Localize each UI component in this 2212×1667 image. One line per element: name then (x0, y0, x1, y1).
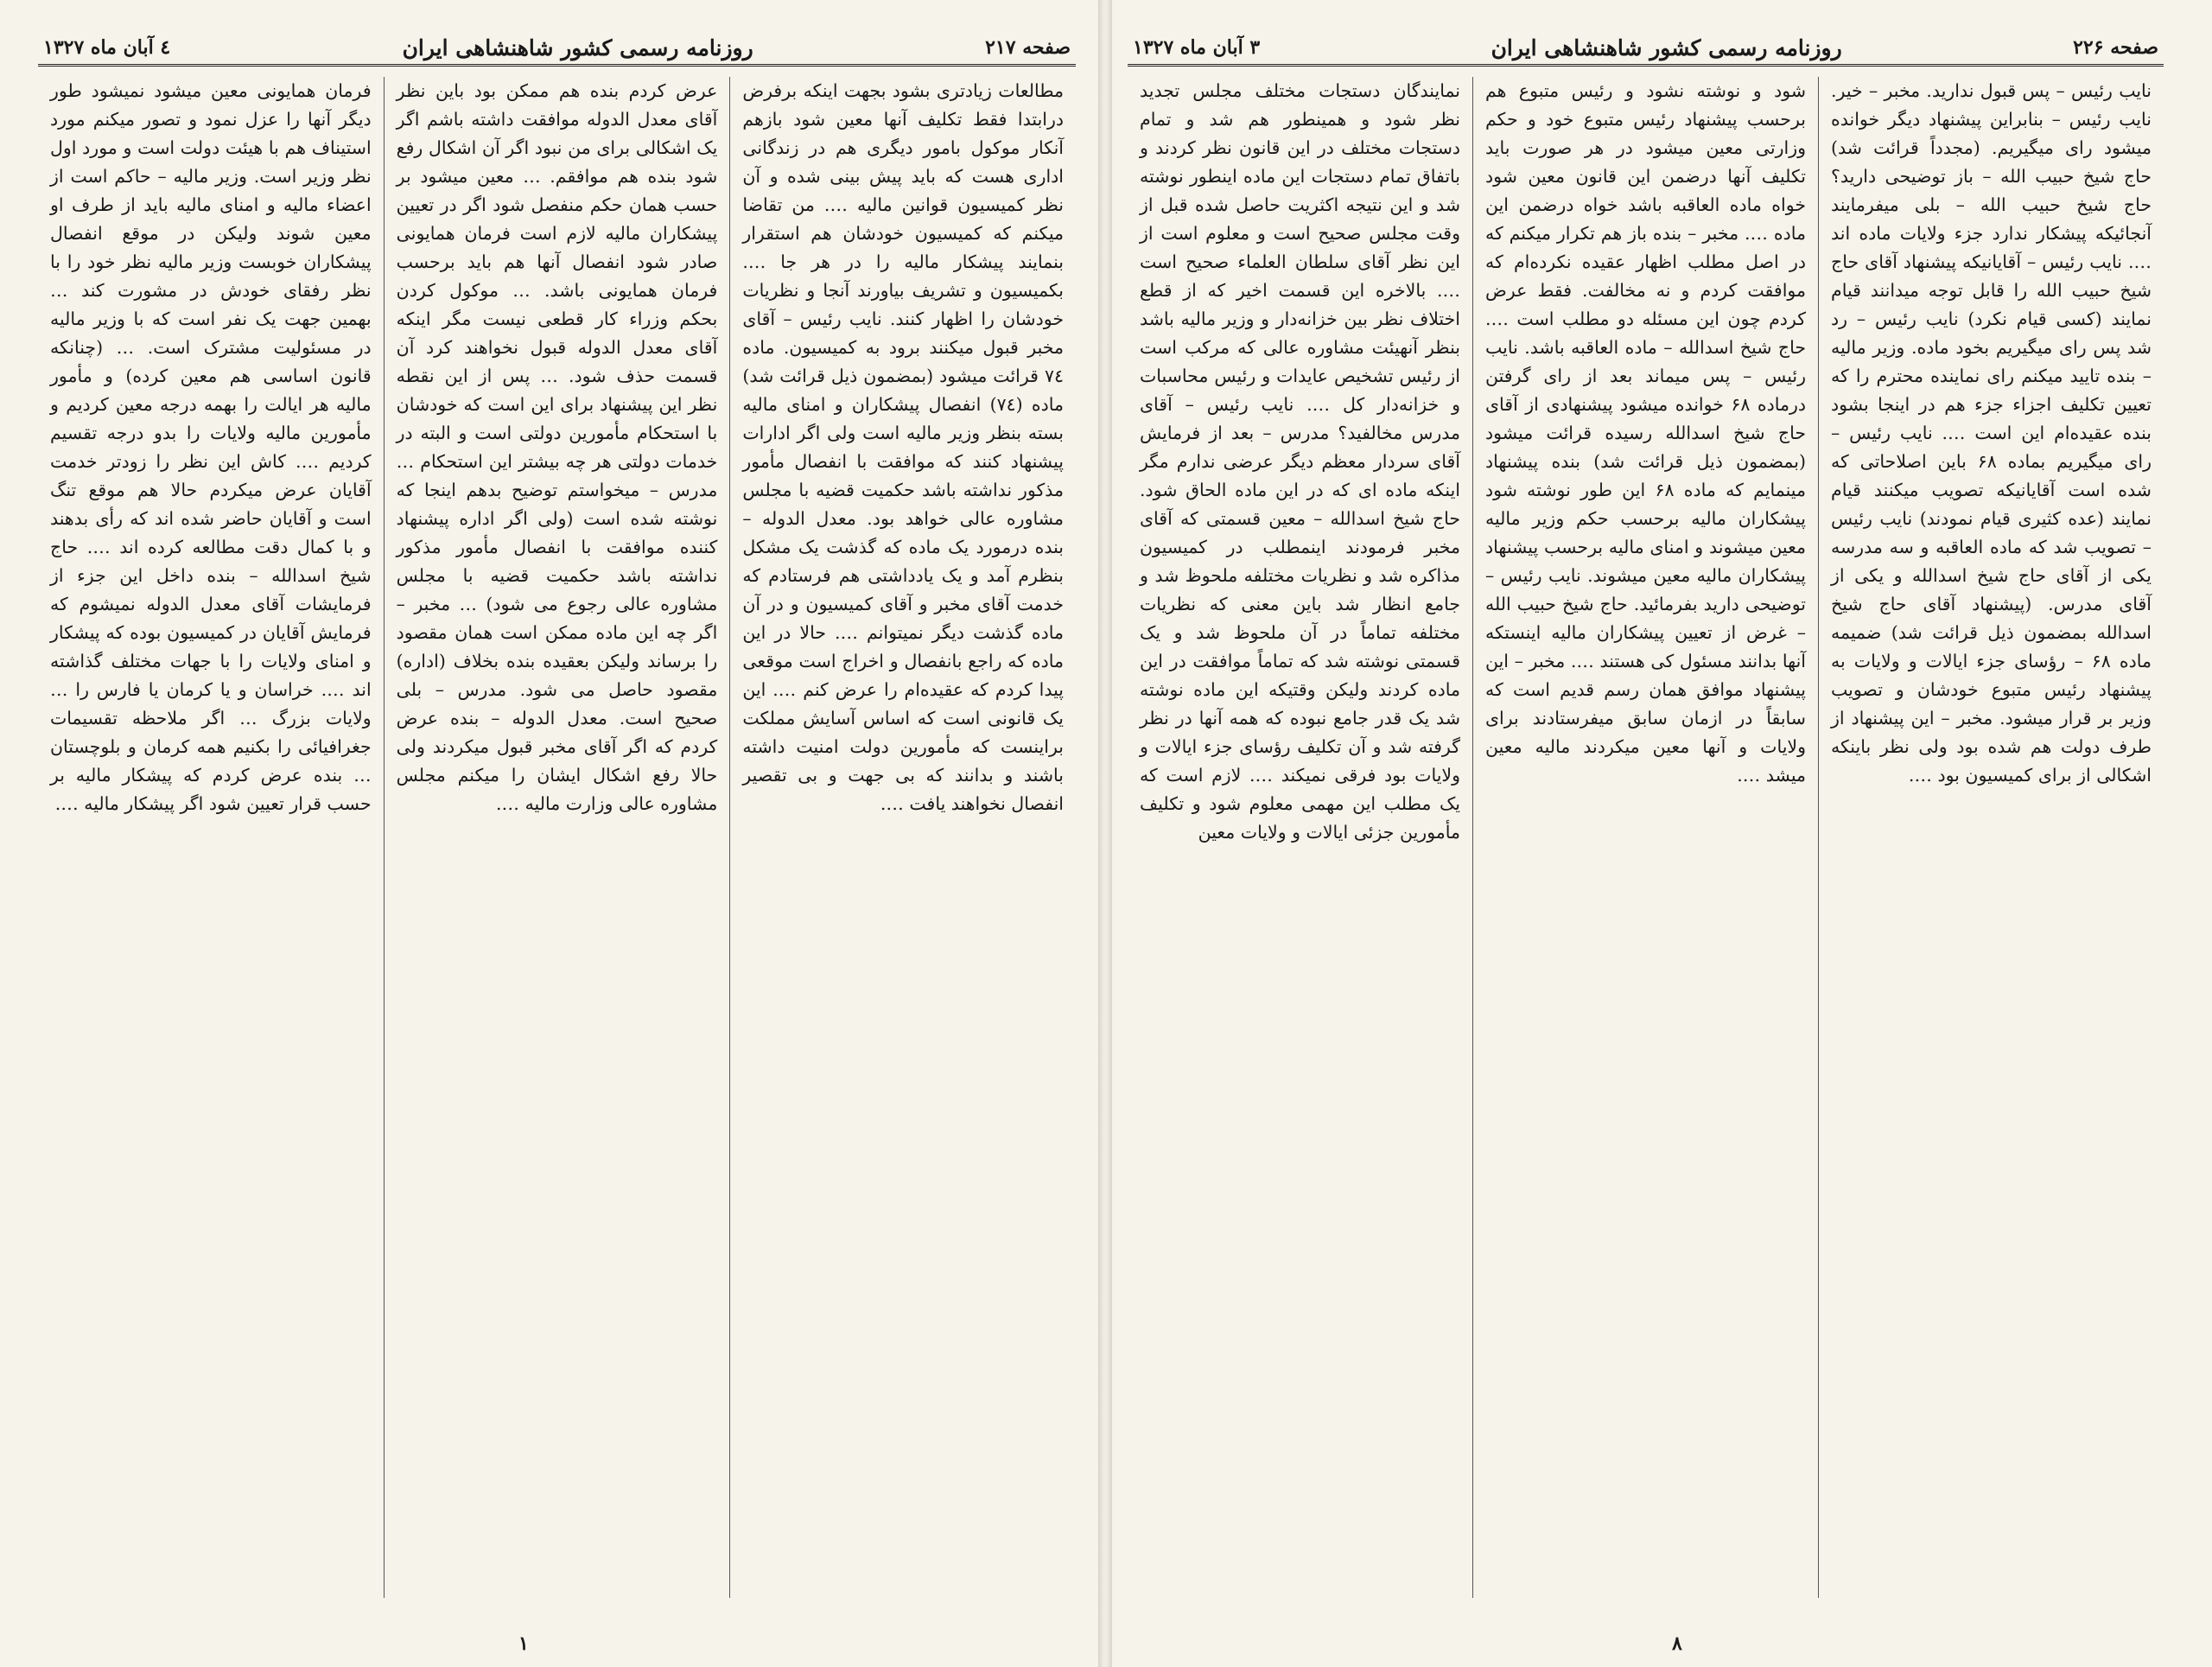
right-column-2: شود و نوشته نشود و رئیس متبوع هم برحسب پیشنهاد رئیس متبوع خود و حکم وزارتی معین میشود در هر صورت باید تکلیف آنها درضمن این قانون معین شود خواه ماده العاقبه باشد خواه درضمن این ماده …. مخبر – بنده باز هم تکرار میکنم که در اصل مطلب اظهار عقیده نکرده‌ام که موافقت کردم و نه مخالفت. فقط عرض کردم چون این مسئله دو مطلب است …. حاج شیخ اسدالله – ماده العاقبه باشد. نایب رئیس – پس میماند بعد از رای گرفتن درماده ۶۸ خوانده میشود پیشنهادی از آقای حاج شیخ اسدالله رسیده قرائت میشود (بمضمون ذیل قرائت شد) بنده پیشنهاد مینمایم که ماده ۶۸ این طور نوشته شود پیشکاران مالیه برحسب حکم وزیر مالیه معین میشوند و امنای مالیه برحسب پیشنهاد پیشکاران مالیه معین میشوند. نایب رئیس – توضیحی دارید بفرمائید. حاج شیخ حبیب الله – غرض از تعیین پیشکاران مالیه اینستکه آنها بدانند مسئول کی هستند …. مخبر – این پیشنهاد موافق همان رسم قدیم است که سابقاً در ازمان سابق میفرستادند برای ولایات و آنها معین میکردند مالیه معین میشد …. (1472, 77, 1818, 1598)
right-page-date: ۳ آبان ماه ۱۳۲۷ (1133, 36, 1261, 59)
right-column-3: نمایندگان دستجات مختلف مجلس تجدید نظر شود و همینطور هم شد و تمام دستجات مختلف در این قانون نظر کردند و باتفاق تمام دستجات این ماده اینطور نوشته شد و این نتیجه اکثریت حاصل شده قبل از وقت مجلس صحیح است و معلوم است از این نظر آقای سلطان العلماء صحیح است …. بالاخره این قسمت اخیر که از قطع اختلاف نظر بین خزانه‌دار و وزیر مالیه باشد بنظر آنهیئت مشاوره عالی که مرکب است از رئیس تشخیص عایدات و رئیس محاسبات و خزانه‌دار کل …. نایب رئیس – آقای مدرس مخالفید؟ مدرس – بعد از فرمایش آقای سردار معظم دیگر عرضی ندارم مگر اینکه ماده ای که در این ماده الحاق شود. حاج شیخ اسدالله – معین قسمتی که آقای مخبر فرمودند اینمطلب در کمیسیون مذاکره شد و نظریات مختلفه ملحوظ شد و جامع انظار شد باین معنی که نظریات مختلفه تماماً در آن ملحوظ شد و یک قسمتی نوشته شد که تماماً موافقت در این ماده کردند ولیکن وقتیکه این ماده نوشته شد یک قدر جامع نبوده که همه آنها در نظر گرفته شد و آن تکلیف رؤسای جزء ایالات و ولایات بود فرقی نمیکند …. لازم است که یک مطلب این مهمی معلوم شود و تکلیف مأمورین جزئی ایالات و ولایات معین (1140, 80, 1460, 843)
left-page-header (38, 31, 1076, 67)
left-page (0, 0, 1102, 1667)
left-column-3: فرمان همایونی معین میشود نمیشود طور دیگر آنها را عزل نمود و تصور میکنم مورد استیناف هم با هیئت دولت است و مورد اول نظر وزیر است. وزیر مالیه – حاکم است از اعضاء مالیه و امنای مالیه باید از طرف او معین شوند ولیکن در موقع انفصال پیشکاران خوبست وزیر مالیه نظر خود را با نظر رفقای خودش در مشورت کند … بهمین جهت یک نفر است که با وزیر مالیه در مسئولیت مشترک است. … (چنانکه قانون اساسی هم معین کرده) و مأمور مالیه هر ایالت را بهمه درجه معین کردیم و مأمورین مالیه ولایات را بدو درجه تقسیم کردیم …. کاش این نظر را زودتر خدمت آقایان عرض میکردم حالا هم موقع تنگ است و آقایان حاضر شده اند که رأی بدهند و با کمال دقت مطالعه کرده اند …. حاج شیخ اسدالله – بنده داخل این جزء از فرمایشات آقای معدل الدوله نمیشوم که فرمایش آقایان در کمیسیون بوده که پیشکار و امنای ولایات را با جهات مختلف گذاشته اند …. خراسان و یا کرمان یا فارس را … ولایات بزرگ … اگر ملاحظه تقسیمات جغرافیائی را بکنیم همه کرمان و بلوچستان … بنده عرض کردم که پیشکار مالیه بر حسب قرار تعیین شود اگر پیشکار مالیه …. (49, 80, 372, 814)
left-newspaper-title: روزنامه رسمی کشور شاهنشاهی ایران (402, 35, 753, 60)
right-page-number-label: صفحه ۲۲۶ (2073, 36, 2158, 59)
left-page-number-label: صفحه ۲۱۷ (985, 36, 1071, 59)
left-column-2: عرض کردم بنده هم ممکن بود باین نظر آقای معدل الدوله موافقت داشته باشم اگر یک اشکالی برای من نبود اگر آن اشکال رفع شود بنده هم موافقم. … معین میشود بر حسب همان حکم منفصل شود اگر در تعیین پیشکاران مالیه لازم است فرمان همایونی صادر شود انفصال آنها هم باید برحسب فرمان همایونی باشد. … موکول کردن بحکم وزراء کار قطعی نیست مگر اینکه آقای معدل الدوله قبول نخواهند کرد آن قسمت حذف شود. … پس از این نقطه نظر این پیشنهاد برای این است که خودشان با استحکام مأمورین دولتی است و البته در خدمات دولتی هر چه بیشتر این استحکام … مدرس – میخواستم توضیح بدهم اینجا که نوشته شده است (ولی اگر اداره پیشنهاد کننده موافقت با انفصال مأمور مذکور نداشته باشد حکمیت قضیه با مجلس مشاوره عالی رجوع می شود) … مخبر – اگر چه این ماده ممکن است همان مقصود را برساند ولیکن بعقیده بنده بخلاف (اداره) مقصود حاصل می شود. مدرس – بلی صحیح است. معدل الدوله – بنده عرض کردم که اگر آقای مخبر قبول میکردند ولی حالا رفع اشکال ایشان را میکنم مجلس مشاوره عالی وزارت مالیه …. (384, 77, 730, 1598)
right-newspaper-title: روزنامه رسمی کشور شاهنشاهی ایران (1491, 35, 1842, 60)
left-page-columns (38, 77, 1076, 1598)
left-footer-number: ۱ (518, 1632, 529, 1655)
right-page-columns (1128, 77, 2164, 1598)
right-footer-number: ۸ (1672, 1632, 1682, 1655)
book-gutter (1098, 0, 1112, 1667)
right-column-1: نایب رئیس – پس قبول ندارید. مخبر – خیر. نایب رئیس – بنابراین پیشنهاد دیگر خوانده میشود رای میگیریم. (مجدداً قرائت شد) حاج شیخ حبیب الله – باز توضیحی دارید؟ حاج شیخ حبیب الله – بلی میفرمایند آنجائیکه پیشکار ندارد جزء ولایات ماده اند …. نایب رئیس – آقایانیکه پیشنهاد آقای حاج شیخ حبیب الله را قابل توجه میدانند قیام نمایند (کسی قیام نکرد) نایب رئیس – رد شد پس رای میگیریم بخود ماده. وزیر مالیه – بنده تایید میکنم رای نماینده محترم را که تعیین تکلیف اجزاء جزء هم در اینجا بشود بنده عقیده‌ام این است …. نایب رئیس – رای میگیریم بماده ۶۸ باین اصلاحاتی که شده است آقایانیکه تصویب میکنند قیام نمایند (عده کثیری قیام نمودند) نایب رئیس – تصویب شد که ماده العاقبه و سه مدرسه یکی از آقای حاج شیخ اسدالله و یکی از آقای مدرس. (پیشنهاد آقای حاج شیخ اسدالله بمضمون ذیل قرائت شد) ضمیمه ماده ۶۸ – رؤسای جزء ایالات و ولایات به پیشنهاد رئیس متبوع خودشان و تصویب وزیر بر قرار میشود. مخبر – این پیشنهاد از طرف دولت هم شده بود ولی نظر باینکه اشکالی از برای کمیسیون بود …. (1818, 77, 2164, 1598)
left-column-1: مطالعات زیادتری بشود بجهت اینکه برفرض درابتدا فقط تکلیف آنها معین شود بازهم آنکار موکول بامور دیگری هم در زندگانی اداری هست که باید پیش بینی شده و آن نظر کمیسیون قوانین مالیه …. من تقاضا میکنم که کمیسیون خودشان هم استقرار بنمایند پیشکار مالیه را در هر جا …. بکمیسیون و تشریف بیاورند آنجا و نظریات خودشان را اظهار کنند. نایب رئیس – آقای مخبر قبول میکنند برود به کمیسیون. ماده ۷٤ قرائت میشود (بمضمون ذیل قرائت شد) ماده (۷٤) انفصال پیشکاران و امنای مالیه بسته بنظر وزیر مالیه است ولی اگر ادارات پیشنهاد کنند که موافقت با انفصال مأمور مذکور نداشته باشد حکمیت قضیه با مجلس مشاوره عالی خواهد بود. معدل الدوله – بنده درمورد یک ماده که گذشت یک مشکل بنظرم آمد و یک یادداشتی هم فرستادم که خدمت آقای مخبر و آقای کمیسیون و در آن ماده گذشت دیگر نمیتوانم …. حالا در این ماده که راجع بانفصال و اخراج است موقعی پیدا کردم که عقیده‌ام را عرض کنم …. این یک قانونی است که اساس آسایش مملکت براینست که مأمورین دولت امنیت داشته باشند و بدانند که بی جهت و بی تقصیر انفصال نخواهند یافت …. (729, 77, 1076, 1598)
right-page-header (1128, 31, 2164, 67)
right-page (1102, 0, 2212, 1667)
left-page-date: ٤ آبان ماه ١٣٢٧ (43, 36, 171, 59)
